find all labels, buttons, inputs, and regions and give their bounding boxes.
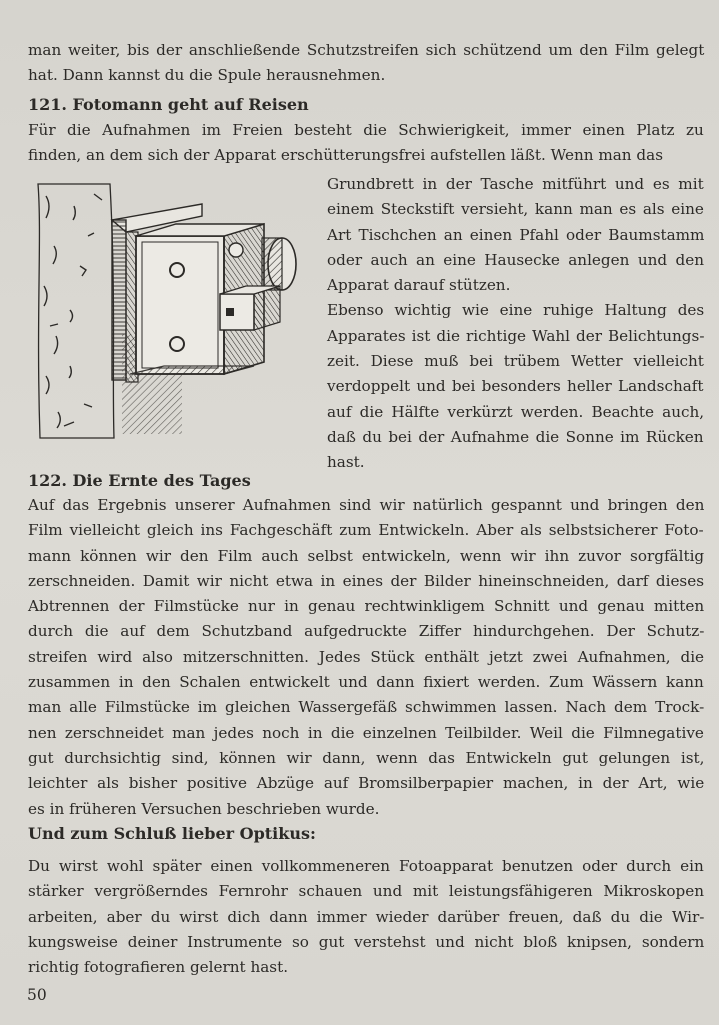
text-line: finden, an dem sich der Apparat erschütterungsfrei aufstellen läßt. Wenn man das: [28, 146, 663, 165]
section-121-heading: 121. Fotomann geht auf Reisen: [28, 95, 309, 114]
text-line: zerschneiden. Damit wir nicht etwa in eines der Bilder hineinschneiden, darf dieses: [28, 571, 705, 590]
text-line: leichter als bisher positive Abzüge auf Bromsilberpapier machen, in der Art, wie: [28, 774, 705, 793]
text-line: man weiter, bis der anschließende Schutzstreifen sich schützend um den Film gelegt: [28, 41, 705, 59]
text-line: Auf das Ergebnis unserer Aufnahmen sind wir natürlich gespannt und bringen den: [28, 496, 705, 514]
text-line: nen zerschneidet man jedes noch in die einzelnen Teilbilder. Weil die Filmnegative: [28, 723, 704, 742]
text-line: Apparat darauf stützen.: [327, 276, 511, 295]
text-line: Für die Aufnahmen im Freien besteht die Schwierigkeit, immer einen Platz zu: [28, 121, 704, 139]
text-line: Abtrennen der Filmstücke nur in genau rechtwinkligem Schnitt und genau mitten: [28, 597, 705, 616]
page-number: 50: [27, 986, 47, 1004]
intro-paragraph: [28, 38, 704, 89]
text-line: stärker vergrößerndes Fernrohr schauen und mit leistungsfähigeren Mikroskopen: [28, 882, 704, 901]
text-line: verdoppelt und bei besonders heller Landschaft: [327, 377, 704, 396]
text-line: kungsweise deiner Instrumente so gut verstehst und nicht bloß knipsen, sondern: [28, 932, 705, 951]
text-line: daß du bei der Aufnahme die Sonne im Rücken: [327, 427, 704, 446]
text-line: mann können wir den Film auch selbst entwickeln, wenn wir ihn zuvor sorgfältig: [28, 546, 705, 565]
text-line: zeit. Diese muß bei trübem Wetter vielleicht: [327, 352, 704, 371]
text-line: Ebenso wichtig wie eine ruhige Haltung des: [327, 301, 705, 320]
text-line: hat. Dann kannst du die Spule herausnehmen.: [28, 66, 386, 85]
text-line: hast.: [327, 453, 365, 472]
closing-heading: Und zum Schluß lieber Optikus:: [28, 824, 316, 843]
text-line: zusammen in den Schalen entwickelt und dann fixiert werden. Zum Wässern kann: [28, 673, 704, 692]
text-line: Film vielleicht gleich ins Fachgeschäft zum Entwickeln. Aber als selbstsicherer Foto-: [28, 521, 704, 540]
text-line: Art Tischchen an einen Pfahl oder Baumstamm: [327, 225, 705, 244]
text-line: Du wirst wohl später einen vollkommeneren Fotoapparat benutzen oder durch ein: [28, 857, 704, 875]
text-line: es in früheren Versuchen beschrieben wurde.: [28, 799, 380, 818]
section-122-heading: 122. Die Ernte des Tages: [28, 471, 251, 490]
text-line: arbeiten, aber du wirst dich dann immer wieder darüber freuen, daß du die Wir-: [28, 907, 705, 926]
text-line: gut durchsichtig sind, können wir dann, wenn das Entwickeln gut gelungen ist,: [28, 748, 705, 767]
section-122-paragraph: [28, 493, 704, 822]
text-line: man alle Filmstücke im gleichen Wassergefäß schwimmen lassen. Nach dem Trock-: [28, 698, 705, 717]
text-line: oder auch an eine Hausecke anlegen und den: [327, 250, 704, 269]
closing-paragraph: [28, 854, 704, 980]
text-line: Apparates ist die richtige Wahl der Belichtungs-: [327, 326, 705, 345]
text-line: einem Steckstift versieht, kann man es als eine: [327, 200, 704, 219]
text-line: durch die auf dem Schutzband aufgedruckte Ziffer hindurchgehen. Der Schutz-: [28, 622, 705, 641]
text-line: auf die Hälfte verkürzt werden. Beachte auch,: [327, 402, 705, 421]
camera-on-post-illustration: [34, 176, 312, 442]
text-line: streifen wird also mitzerschnitten. Jedes Stück enthält jetzt zwei Aufnahmen, die: [28, 647, 705, 666]
section-121-paragraph: [28, 118, 704, 169]
text-line: Grundbrett in der Tasche mitführt und es mit: [327, 175, 704, 193]
text-line: richtig fotografieren gelernt hast.: [28, 958, 289, 977]
section-121-wrapped-text: [327, 172, 704, 476]
